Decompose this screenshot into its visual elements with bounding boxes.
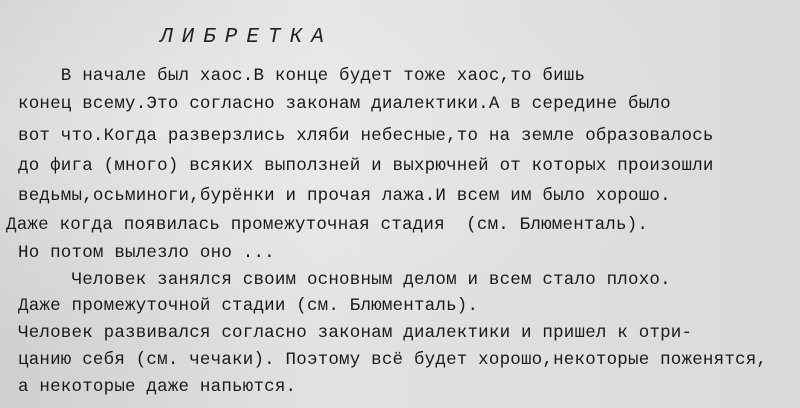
text-line-6: Даже когда появилась промежуточная стадия (см. Блюменталь). — [6, 215, 649, 235]
text-line-9: Даже промежуточной стадии (см. Блюменталь). — [18, 296, 479, 316]
text-line-11: цанию себя (см. чечаки). Поэтому всё будет хорошо,некоторые поженятся, — [18, 350, 768, 370]
text-line-2: конец всему.Это согласно законам диалектики.А в середине было — [18, 94, 671, 114]
text-line-1: В начале был хаос.В конце будет тоже хаос,то бишь — [18, 66, 586, 86]
text-line-4: до фига (много) всяких выползней и выхрючней от которых произошли — [18, 156, 714, 176]
text-line-8: Человек занялся своим основным делом и всем стало плохо. — [18, 270, 671, 290]
text-line-10: Человек развивался согласно законам диалектики и пришел к отри- — [18, 323, 693, 343]
text-line-12: а некоторые даже напьются. — [18, 377, 297, 397]
text-line-3: вот что.Когда разверзлись хляби небесные,то на земле образовалось — [18, 126, 714, 146]
document-title: ЛИБРЕТКА — [160, 26, 333, 49]
text-line-7: Но потом вылезло оно ... — [18, 243, 275, 263]
text-line-5: ведьмы,осьминоги,бурёнки и прочая лажа.И всем им было хорошо. — [18, 186, 671, 206]
